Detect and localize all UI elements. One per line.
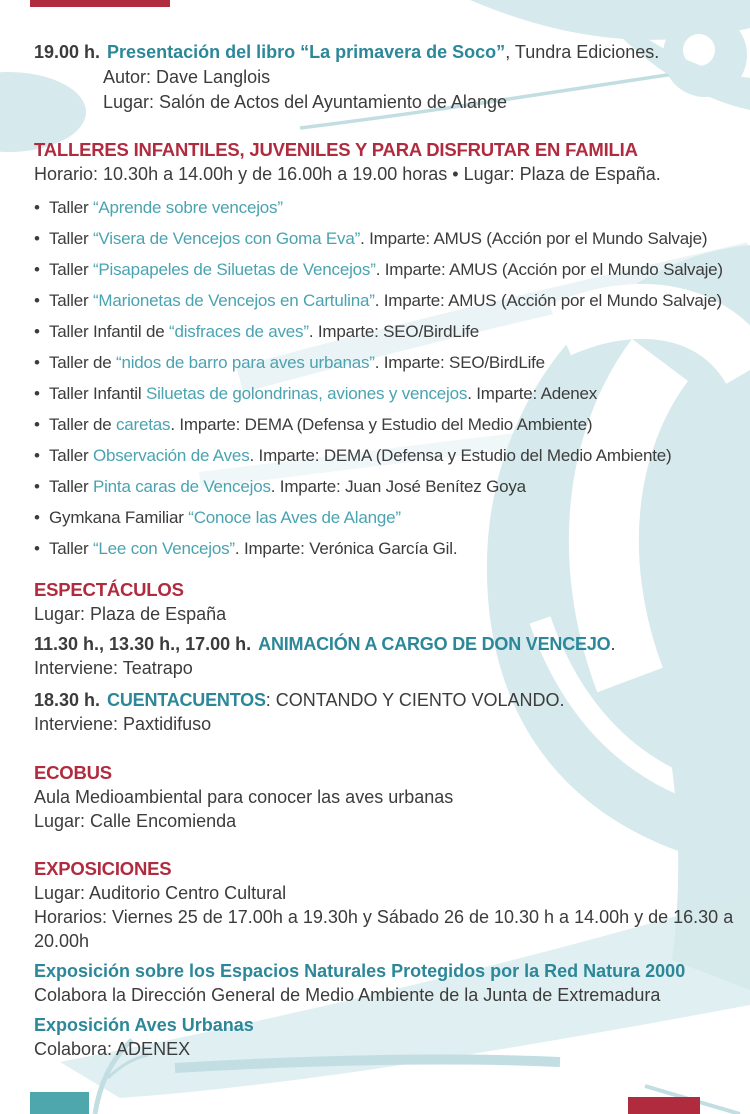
- event-title-suffix: : CONTANDO Y CIENTO VOLANDO.: [265, 690, 565, 710]
- bullet-icon: •: [34, 229, 40, 248]
- event-performer: Interviene: Teatrapo: [34, 658, 193, 678]
- event-title-line: [34, 688, 740, 712]
- taller-imparte: . Imparte: AMUS (Acción por el Mundo Salvaje): [374, 291, 722, 310]
- event-performer: Interviene: Paxtidifuso: [34, 714, 212, 734]
- talleres-heading: TALLERES INFANTILES, JUVENILES Y PARA DISFRUTAR EN FAMILIA: [34, 139, 638, 160]
- event-time: 18.30 h.: [34, 690, 101, 710]
- taller-prefix: Taller: [49, 291, 93, 310]
- taller-list-item: [34, 316, 740, 347]
- taller-prefix: Taller: [49, 198, 93, 217]
- taller-title: “Aprende sobre vencejos”: [92, 198, 283, 217]
- bullet-icon: •: [34, 415, 40, 434]
- taller-list: [34, 192, 740, 564]
- taller-imparte: . Imparte: AMUS (Acción por el Mundo Salvaje): [360, 229, 708, 248]
- taller-list-item: [34, 378, 740, 409]
- bottom-left-edge-bar: [30, 1092, 89, 1114]
- taller-title: caretas: [115, 415, 171, 434]
- event-time: 11.30 h., 13.30 h., 17.00 h.: [34, 634, 252, 654]
- taller-imparte: . Imparte: DEMA (Defensa y Estudio del Medio Ambiente): [249, 446, 672, 465]
- taller-title: “Marionetas de Vencejos en Cartulina”: [92, 291, 375, 310]
- taller-prefix: Taller Infantil: [49, 384, 146, 403]
- bottom-right-edge-bar: [628, 1097, 700, 1114]
- book-place: Lugar: Salón de Actos del Ayuntamiento de Alange: [103, 92, 507, 112]
- exposicion-title: Exposición Aves Urbanas: [34, 1015, 254, 1035]
- taller-list-item: [34, 502, 740, 533]
- exposiciones-heading: EXPOSICIONES: [34, 858, 172, 879]
- event-title-suffix: .: [610, 634, 616, 654]
- taller-title: “Visera de Vencejos con Goma Eva”: [92, 229, 361, 248]
- event-title: CUENTACUENTOS: [107, 690, 266, 710]
- taller-list-item: [34, 192, 740, 223]
- espectaculo-event: [34, 688, 740, 736]
- exposicion-collaborator: Colabora la Dirección General de Medio Ambiente de la Junta de Extremadura: [34, 985, 661, 1005]
- bullet-icon: •: [34, 198, 40, 217]
- exposiciones-place: Lugar: Auditorio Centro Cultural: [34, 883, 287, 903]
- bullet-icon: •: [34, 446, 40, 465]
- taller-prefix: Taller Infantil de: [49, 322, 169, 341]
- taller-list-item: [34, 347, 740, 378]
- ecobus-description: Aula Medioambiental para conocer las aves urbanas: [34, 787, 454, 807]
- taller-prefix: Taller de: [49, 415, 116, 434]
- section-exposiciones: [34, 857, 740, 1061]
- book-publisher: , Tundra Ediciones.: [505, 42, 660, 62]
- bullet-icon: •: [34, 260, 40, 279]
- bullet-icon: •: [34, 477, 40, 496]
- taller-title: “Lee con Vencejos”: [92, 539, 235, 558]
- exposiciones-schedule: Horarios: Viernes 25 de 17.00h a 19.30h y Sábado 26 de 10.30 h a 14.00h y de 16.30 a 20.00h: [34, 907, 734, 951]
- taller-imparte: . Imparte: DEMA (Defensa y Estudio del Medio Ambiente): [170, 415, 593, 434]
- book-author: Autor: Dave Langlois: [103, 67, 271, 87]
- bullet-icon: •: [34, 539, 40, 558]
- espectaculo-event: [34, 632, 740, 680]
- event-title-line: [34, 632, 740, 656]
- taller-imparte: . Imparte: Verónica García Gil.: [234, 539, 458, 558]
- taller-imparte: . Imparte: SEO/BirdLife: [374, 353, 545, 372]
- bullet-icon: •: [34, 291, 40, 310]
- top-left-edge-bar: [30, 0, 170, 7]
- taller-list-item: [34, 409, 740, 440]
- taller-prefix: Taller: [49, 260, 93, 279]
- taller-list-item: [34, 533, 740, 564]
- taller-list-item: [34, 471, 740, 502]
- taller-imparte: . Imparte: Adenex: [467, 384, 598, 403]
- book-title: Presentación del libro “La primavera de Soco”: [107, 42, 506, 62]
- bullet-icon: •: [34, 384, 40, 403]
- espectaculos-heading: ESPECTÁCULOS: [34, 579, 184, 600]
- exposicion-item: [34, 1013, 740, 1061]
- bullet-icon: •: [34, 322, 40, 341]
- taller-title: “nidos de barro para aves urbanas”: [115, 353, 375, 372]
- exposicion-item: [34, 959, 740, 1007]
- exposicion-collaborator: Colabora: ADENEX: [34, 1039, 191, 1059]
- exposicion-title: Exposición sobre los Espacios Naturales Protegidos por la Red Natura 2000: [34, 961, 686, 981]
- ecobus-heading: ECOBUS: [34, 762, 112, 783]
- taller-title: Pinta caras de Vencejos: [92, 477, 271, 496]
- ecobus-place: Lugar: Calle Encomienda: [34, 811, 237, 831]
- taller-title: “Pisapapeles de Siluetas de Vencejos”: [92, 260, 376, 279]
- espectaculos-place: Lugar: Plaza de España: [34, 604, 227, 624]
- taller-prefix: Taller: [49, 477, 93, 496]
- taller-imparte: . Imparte: Juan José Benítez Goya: [270, 477, 526, 496]
- talleres-schedule: Horario: 10.30h a 14.00h y de 16.00h a 19.00 horas • Lugar: Plaza de España.: [34, 164, 661, 184]
- event-title: ANIMACIÓN A CARGO DE DON VENCEJO: [258, 634, 611, 654]
- section-book-presentation: [34, 40, 740, 115]
- taller-prefix: Taller de: [49, 353, 116, 372]
- taller-title: Observación de Aves: [92, 446, 250, 465]
- section-espectaculos: [34, 578, 740, 736]
- event-time: 19.00 h.: [34, 42, 101, 62]
- book-presentation-line: [34, 40, 740, 65]
- taller-list-item: [34, 223, 740, 254]
- bullet-icon: •: [34, 508, 40, 527]
- bullet-icon: •: [34, 353, 40, 372]
- taller-list-item: [34, 440, 740, 471]
- taller-prefix: Taller: [49, 229, 93, 248]
- taller-prefix: Gymkana Familiar: [49, 508, 189, 527]
- taller-title: “disfraces de aves”: [169, 322, 309, 341]
- taller-title: Siluetas de golondrinas, aviones y vencejos: [145, 384, 468, 403]
- section-talleres: [34, 138, 740, 564]
- taller-imparte: . Imparte: SEO/BirdLife: [308, 322, 480, 341]
- section-ecobus: [34, 761, 740, 833]
- taller-title: “Conoce las Aves de Alange”: [188, 508, 401, 527]
- taller-imparte: . Imparte: AMUS (Acción por el Mundo Salvaje): [375, 260, 723, 279]
- taller-list-item: [34, 254, 740, 285]
- taller-prefix: Taller: [49, 539, 93, 558]
- taller-prefix: Taller: [49, 446, 93, 465]
- taller-list-item: [34, 285, 740, 316]
